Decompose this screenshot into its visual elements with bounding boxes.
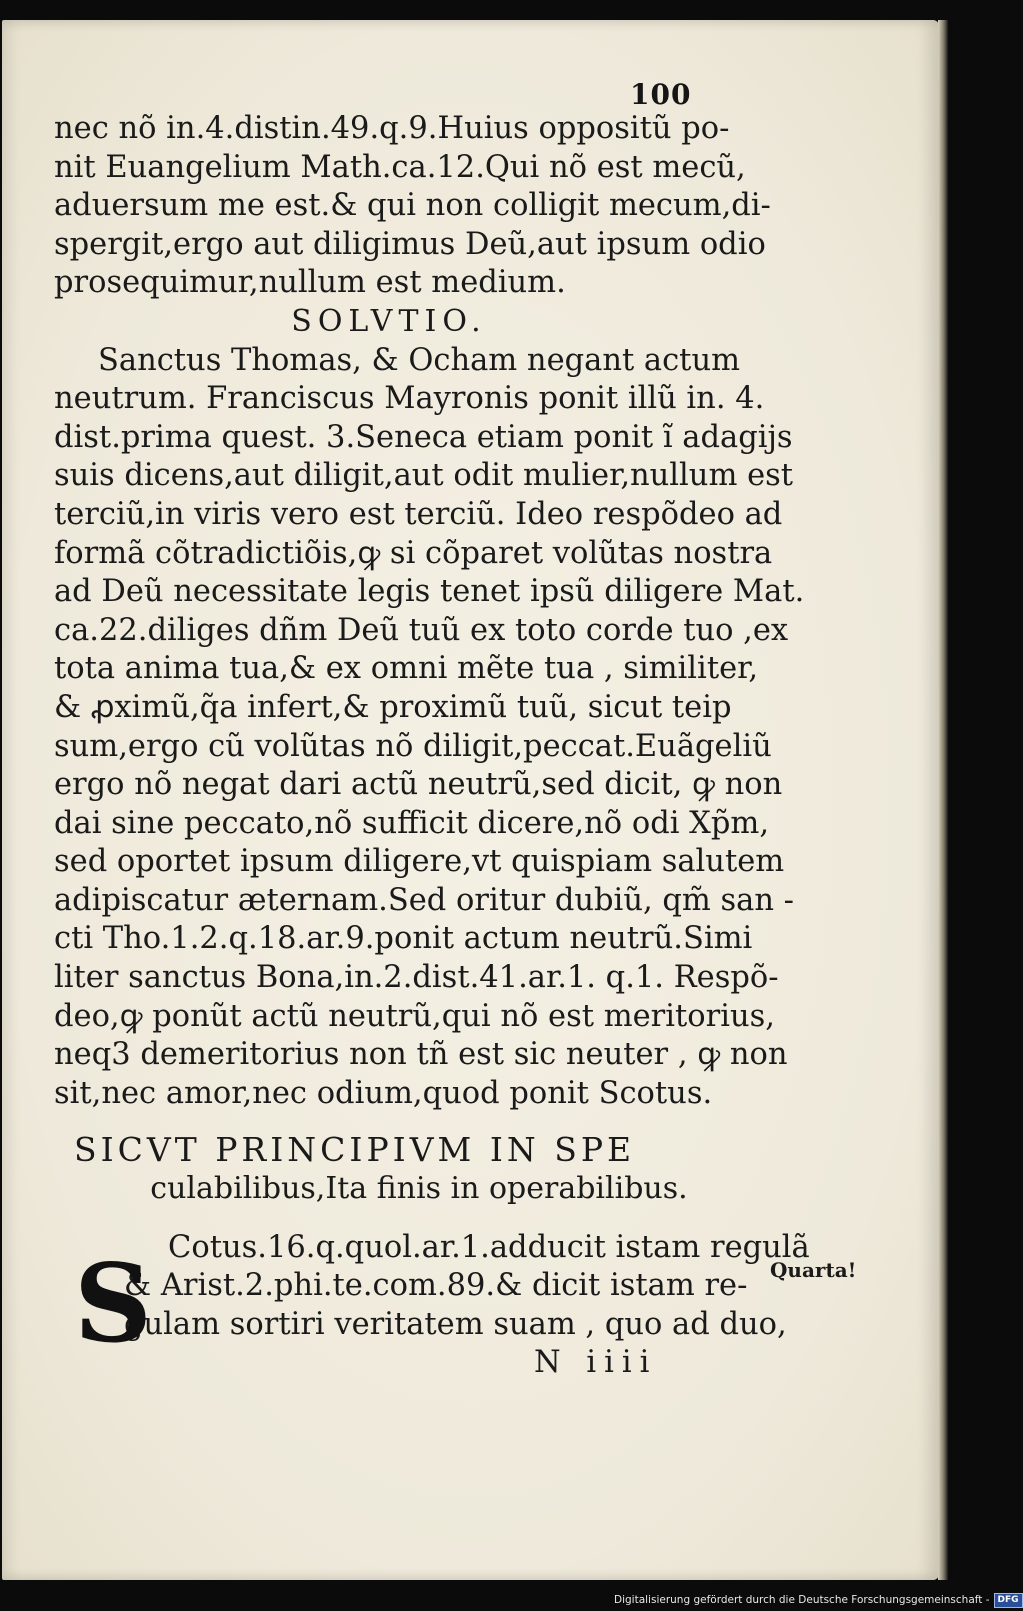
text-line: Cotus.16.q.quol.ar.1.adducit istam regulã [168,1229,810,1265]
solutio-heading: SOLVTIO. [291,303,487,339]
section-subtitle: culabilibus,Ita finis in operabilibus. [150,1171,688,1207]
page-edge [938,20,948,1580]
text-line: neutrum. Franciscus Mayronis ponit illũ in. 4. [54,381,765,417]
section-title: SICVT PRINCIPIVM IN SPE [74,1130,636,1170]
text-line: suis dicens,aut diligit,aut odit mulier,nullum est [54,458,794,494]
drop-cap-letter: S [74,1240,152,1367]
text-line: tota anima tua,& ex omni mẽte tua , similiter, [54,651,759,687]
dfg-logo-icon: DFG [994,1593,1023,1608]
text-line: gulam sortiri veritatem suam , quo ad duo, [124,1306,787,1342]
text-line: nec nõ in.4.distin.49.q.9.Huius oppositũ po- [54,111,730,146]
page-text [54,110,810,1383]
digitization-credit [614,1592,1023,1608]
text-line: aduersum me est.& qui non colligit mecum,di- [54,188,771,224]
text-line: sum,ergo cũ volũtas nõ diligit,peccat.Euãgeliũ [54,728,772,764]
text-line: adipiscatur æternam.Sed oritur dubiũ, qm̃ san - [54,882,794,918]
text-line: & ꝓximũ,q̃a infert,& proximũ tuũ, sicut teip [54,689,732,725]
margin-note: Quarta! [770,1258,857,1282]
signature-mark: N iiii [534,1345,658,1381]
text-line: liter sanctus Bona,in.2.dist.41.ar.1. q.1. Respõ- [54,960,779,996]
text-line: nit Euangelium Math.ca.12.Qui nõ est mecũ, [54,149,746,185]
text-line: neq3 demeritorius non tñ est sic neuter , ꝙ non [54,1037,788,1073]
text-line: dai sine peccato,nõ sufficit dicere,nõ odi Xp̃m, [54,805,770,841]
text-line: ad Deũ necessitate legis tenet ipsũ diligere Mat. [54,574,805,610]
text-line: spergit,ergo aut diligimus Deũ,aut ipsum odio [54,226,766,262]
text-line: sit,nec amor,nec odium,quod ponit Scotus. [54,1075,713,1111]
text-line: ca.22.diliges dñm Deũ tuũ ex toto corde tuo ,ex [54,612,789,648]
text-line: cti Tho.1.2.q.18.ar.9.ponit actum neutrũ.Simi [54,921,753,957]
text-line: & Arist.2.phi.te.com.89.& dicit istam re- [124,1268,748,1304]
text-line: ergo nõ negat dari actũ neutrũ,sed dicit, ꝙ non [54,767,783,803]
text-line: deo,ꝙ ponũt actũ neutrũ,qui nõ est meritorius, [54,998,775,1034]
text-line: dist.prima quest. 3.Seneca etiam ponit ĩ adagijs [54,419,793,455]
page-number: 100 [630,78,692,111]
credit-text: Digitalisierung gefördert durch die Deutsche Forschungsgemeinschaft - [614,1594,990,1606]
text-line: prosequimur,nullum est medium. [54,265,566,301]
text-line: terciũ,in viris vero est terciũ. Ideo respõdeo ad [54,496,783,532]
text-line: formã cõtradictiõis,ꝙ si cõparet volũtas nostra [54,535,773,571]
text-line: sed oportet ipsum diligere,vt quispiam salutem [54,844,785,880]
text-line: Sanctus Thomas, & Ocham negant actum [98,342,741,378]
